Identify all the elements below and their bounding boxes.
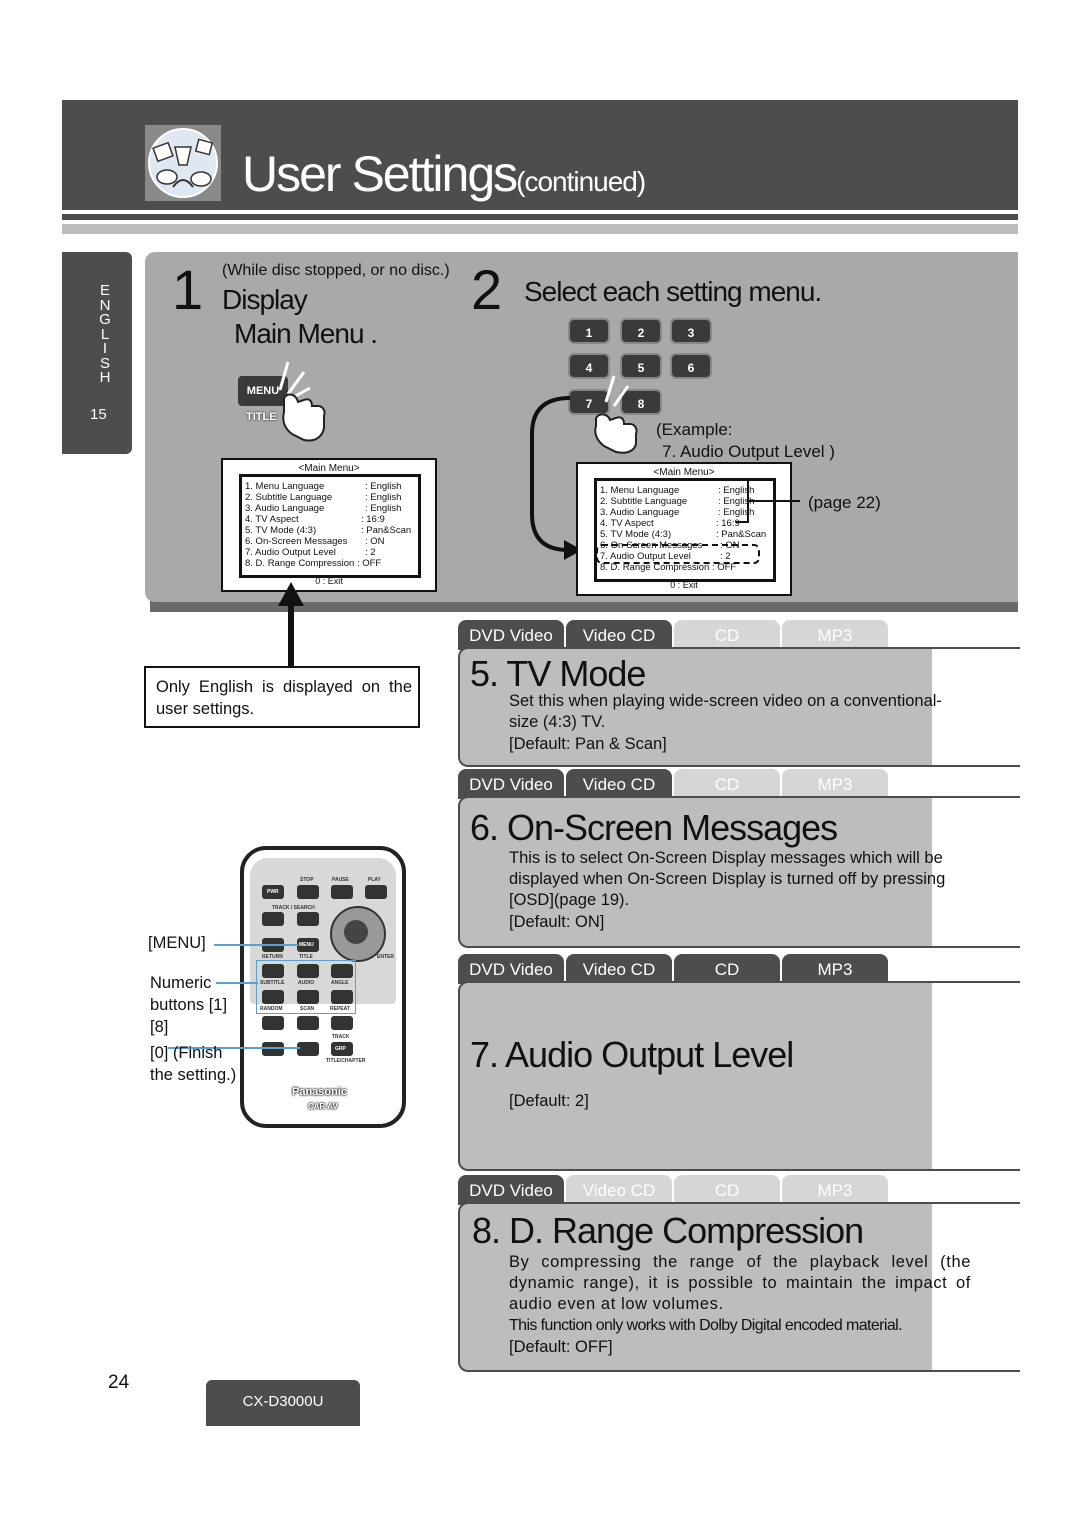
next-button[interactable] (297, 912, 319, 926)
selection-highlight (596, 544, 760, 564)
pointing-hand-icon (270, 354, 332, 449)
random-label: RANDOM (260, 1006, 283, 1012)
model-badge: CX-D3000U (206, 1380, 360, 1426)
section-title: 7. Audio Output Level (470, 1034, 794, 1075)
tab-dvd-video: DVD Video (458, 1175, 564, 1205)
section-title: 6. On-Screen Messages (470, 807, 838, 848)
menu-item: 7. Audio Output Level : 2 (245, 547, 376, 558)
zero-callout: [0] (Finish the setting.) (150, 1044, 237, 1084)
tab-video-cd: Video CD (566, 1175, 672, 1205)
sub-brand: CAR AV (308, 1102, 338, 1111)
page-title-suffix: (continued) (516, 166, 646, 197)
remote-key-8[interactable] (297, 1016, 319, 1030)
bracket-pointer-icon (732, 478, 802, 533)
pause-button[interactable] (331, 885, 353, 899)
menu-item: 3. Audio Language : English (600, 507, 755, 518)
numeric-callout: Numeric buttons [1] [8] (150, 974, 228, 1036)
menu-item: 4. TV Aspect : 16:9 (600, 518, 740, 529)
remote-title-label: TITLE (299, 954, 313, 960)
menu-item: 4. TV Aspect : 16:9 (245, 514, 385, 525)
language-side-label: E N G L I S H (99, 282, 111, 386)
section-default: [Default: ON] (509, 913, 605, 931)
tab-mp3: MP3 (782, 954, 888, 984)
pause-label: PAUSE (332, 877, 349, 883)
user-settings-icon (145, 125, 221, 201)
enter-label: ENTER (377, 954, 394, 960)
tab-video-cd: Video CD (566, 620, 672, 650)
tab-mp3: MP3 (782, 1175, 888, 1205)
page-ref: (page 22) (808, 493, 881, 512)
tab-dvd-video: DVD Video (458, 769, 564, 799)
main-menu-screen-1 (221, 458, 437, 592)
key-5-button[interactable]: 5 (620, 353, 662, 379)
repeat-label: REPEAT (330, 1006, 350, 1012)
tab-mp3: MP3 (782, 769, 888, 799)
main-menu-exit: 0 : Exit (670, 580, 698, 590)
tab-cd: CD (674, 769, 780, 799)
section-title: 8. D. Range Compression (472, 1210, 864, 1251)
main-menu-heading: <Main Menu> (653, 467, 715, 478)
section-default: [Default: Pan & Scan] (509, 735, 667, 753)
step1-number: 1 (172, 258, 204, 321)
remote-key-9[interactable] (331, 1016, 353, 1030)
menu-leader-line (214, 944, 298, 946)
step1-note: (While disc stopped, or no disc.) (222, 262, 450, 279)
step2-number: 2 (471, 258, 503, 321)
menu-item: 6. On-Screen Messages : ON (245, 536, 385, 547)
section-title: 5. TV Mode (470, 653, 646, 694)
menu-item: 1. Menu Language : English (600, 485, 755, 496)
note-text: Only English is displayed on the user settings. (156, 678, 412, 718)
brand-logo: Panasonic (292, 1086, 348, 1098)
step2-text: Select each setting menu. (524, 276, 822, 307)
example-line1: (Example: (656, 420, 733, 439)
up-arrow-icon (276, 580, 306, 675)
section-body: This is to select On-Screen Display messages which will be displayed when On-Screen Display is turned off by pressing [OSD](page 19). (509, 849, 946, 909)
angle-label: ANGLE (331, 980, 349, 986)
return-label: RETURN (262, 954, 283, 960)
note-box (144, 666, 420, 728)
header-rule (62, 214, 1018, 220)
tab-cd: CD (674, 620, 780, 650)
menu-item: 2. Subtitle Language : English (600, 496, 755, 507)
section-body: Set this when playing wide-screen video on a conventional-size (4:3) TV. (509, 692, 942, 731)
section-audio-output-level (458, 981, 1020, 1171)
track-search-label: TRACK / SEARCH (272, 905, 315, 911)
main-menu-list (245, 481, 425, 569)
main-menu-exit: 0 : Exit (315, 576, 343, 586)
scan-label: SCAN (300, 1006, 315, 1012)
key-8-button[interactable]: 8 (620, 389, 662, 415)
menu-item: 8. D. Range Compression : OFF (245, 558, 382, 569)
menu-callout: [MENU] (148, 934, 206, 952)
tab-cd: CD (674, 954, 780, 984)
tab-video-cd: Video CD (566, 954, 672, 984)
key-2-button[interactable]: 2 (620, 318, 662, 344)
side-page-ref: 15 (90, 406, 107, 423)
tab-dvd-video: DVD Video (458, 620, 564, 650)
section-body: By compressing the range of the playback level (the dynamic range), it is possible to maintain the impact of audio even at low volumes. (509, 1253, 971, 1313)
key-6-button[interactable]: 6 (670, 353, 712, 379)
tab-dvd-video: DVD Video (458, 954, 564, 984)
step1-line2: Main Menu . (234, 318, 378, 349)
menu-item: 5. TV Mode (4:3) : Pan&Scan (600, 529, 767, 540)
remote-key-0[interactable] (297, 1042, 319, 1056)
play-button[interactable] (365, 885, 387, 899)
menu-item: 2. Subtitle Language : English (245, 492, 402, 503)
menu-item: 3. Audio Language : English (245, 503, 402, 514)
tab-cd: CD (674, 1175, 780, 1205)
enter-button[interactable] (344, 920, 368, 944)
numeric-highlight (256, 960, 356, 1014)
grp-label: GRP (335, 1046, 346, 1052)
example-line2: 7. Audio Output Level ) (662, 442, 835, 461)
subtitle-label: SUBTITLE (260, 980, 285, 986)
section-body-note: This function only works with Dolby Digital encoded material. (509, 1317, 902, 1334)
remote-menu-label: MENU (299, 942, 314, 948)
key-3-button[interactable]: 3 (670, 318, 712, 344)
step1-line1: Display (222, 284, 307, 315)
key-7-button[interactable]: 7 (568, 389, 610, 415)
pointing-hand-icon (586, 372, 650, 461)
tab-mp3: MP3 (782, 620, 888, 650)
menu-item-highlighted: 7. Audio Output Level : 2 (600, 551, 731, 562)
play-label: PLAY (368, 877, 381, 883)
menu-item: 8. D. Range Compression : OFF (600, 562, 737, 573)
audio-label: AUDIO (298, 980, 315, 986)
menu-item: 5. TV Mode (4:3) : Pan&Scan (245, 525, 412, 536)
section-default: [Default: OFF] (509, 1338, 613, 1356)
remote-key-7[interactable] (262, 1016, 284, 1030)
stop-label: STOP (300, 877, 314, 883)
menu-button[interactable]: MENU (236, 374, 290, 408)
track-label: TRACK (332, 1034, 350, 1040)
key-4-button[interactable]: 4 (568, 353, 610, 379)
menu-item: 1. Menu Language : English (245, 481, 402, 492)
osd-button[interactable] (262, 1042, 284, 1056)
pwr-label: PWR (267, 889, 279, 895)
main-menu-heading: <Main Menu> (298, 463, 360, 474)
title-chapter-label: TITLE/CHAPTER (326, 1058, 366, 1064)
menu-item: 6. On-Screen Messages : ON (600, 540, 740, 551)
key-1-button[interactable]: 1 (568, 318, 610, 344)
page-number: 24 (108, 1372, 130, 1393)
stop-button[interactable] (297, 885, 319, 899)
page-title: User Settings(continued) (242, 146, 646, 202)
title-button[interactable]: TITLE (246, 411, 277, 423)
prev-button[interactable] (262, 912, 284, 926)
tab-video-cd: Video CD (566, 769, 672, 799)
header-rule-light (62, 224, 1018, 234)
section-default: [Default: 2] (509, 1092, 589, 1110)
